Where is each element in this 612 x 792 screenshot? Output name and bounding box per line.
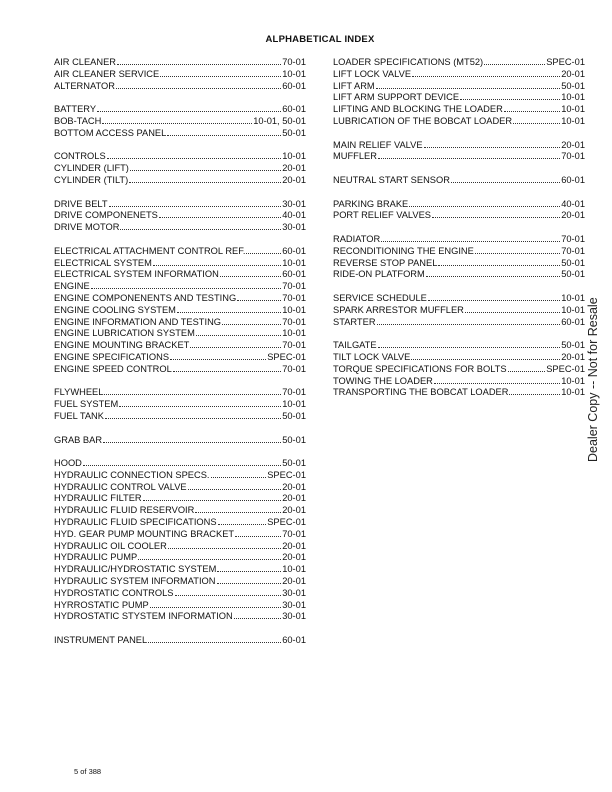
index-entry bbox=[54, 198, 306, 210]
index-entry-name: BOB-TACH bbox=[54, 115, 102, 126]
index-entry-page: 10-01 bbox=[282, 564, 306, 575]
index-entry-page: 60-01 bbox=[282, 104, 306, 115]
dot-leader bbox=[97, 103, 281, 112]
index-entry-name: TRANSPORTING THE BOBCAT LOADER bbox=[333, 387, 509, 398]
index-entry bbox=[333, 80, 585, 92]
dot-leader bbox=[120, 221, 281, 230]
index-entry-name: HYDRAULIC SYSTEM INFORMATION bbox=[54, 576, 216, 587]
index-entry-page: 70-01 bbox=[561, 151, 585, 162]
index-entry bbox=[54, 516, 306, 528]
index-entry-page: 20-01 bbox=[561, 210, 585, 221]
index-entry bbox=[54, 68, 306, 80]
index-entry bbox=[333, 174, 585, 186]
index-entry bbox=[54, 162, 306, 174]
dot-leader bbox=[175, 587, 282, 596]
index-entry bbox=[333, 386, 585, 398]
index-group-gap bbox=[333, 162, 585, 174]
index-entry-page: 60-01 bbox=[282, 635, 306, 646]
dot-leader bbox=[218, 516, 267, 525]
dot-leader bbox=[196, 327, 281, 336]
index-entry-name: AIR CLEANER bbox=[54, 57, 116, 67]
index-entry-name: TILT LOCK VALVE bbox=[333, 351, 411, 362]
index-entry bbox=[333, 150, 585, 162]
index-entry-page: SPEC-01 bbox=[267, 517, 306, 528]
index-entry-page: 50-01 bbox=[282, 434, 306, 445]
index-entry bbox=[54, 575, 306, 587]
index-entry-name: CYLINDER (TILT) bbox=[54, 174, 129, 185]
dot-leader bbox=[105, 410, 281, 419]
index-entry bbox=[333, 351, 585, 363]
index-entry-name: HYDRAULIC FLUID RESERVOIR bbox=[54, 505, 195, 516]
dot-leader bbox=[91, 280, 282, 289]
dot-leader bbox=[378, 150, 560, 159]
index-entry-name: HYDRAULIC CONTROL VALVE bbox=[54, 481, 187, 492]
index-entry-name: TORQUE SPECIFICATIONS FOR BOLTS bbox=[333, 363, 507, 374]
index-entry-page: 70-01 bbox=[282, 340, 306, 351]
index-entry-name: BATTERY bbox=[54, 104, 97, 115]
index-entry-name: LIFT ARM SUPPORT DEVICE bbox=[333, 92, 460, 103]
index-entry bbox=[54, 292, 306, 304]
index-entry-name: ENGINE SPECIFICATIONS bbox=[54, 351, 170, 362]
dot-leader bbox=[148, 634, 281, 643]
index-entry bbox=[54, 492, 306, 504]
index-entry-name: CONTROLS bbox=[54, 151, 106, 162]
index-entry-page: SPEC-01 bbox=[546, 57, 585, 67]
index-entry bbox=[54, 457, 306, 469]
index-entry-page: 10-01 bbox=[282, 399, 306, 410]
index-entry-name: BOTTOM ACCESS PANEL bbox=[54, 127, 167, 138]
index-entry-page: 60-01 bbox=[561, 174, 585, 185]
index-entry-name: ENGINE MOUNTING BRACKET bbox=[54, 340, 190, 351]
index-entry-page: 10-01 bbox=[282, 257, 306, 268]
index-entry-page: 50-01 bbox=[561, 80, 585, 91]
index-entry-name: RECONDITIONING THE ENGINE bbox=[333, 245, 474, 256]
index-group-gap bbox=[333, 327, 585, 339]
index-group-gap bbox=[54, 445, 306, 457]
index-entry-name: RADIATOR bbox=[333, 233, 381, 244]
index-entry-page: 20-01 bbox=[282, 174, 306, 185]
index-entry-page: 30-01 bbox=[282, 611, 306, 622]
index-entry-page: 60-01 bbox=[561, 316, 585, 327]
index-entry-name: PARKING BRAKE bbox=[333, 198, 409, 209]
index-entry bbox=[54, 398, 306, 410]
index-entry-name: HYDRAULIC CONNECTION SPECS. bbox=[54, 469, 210, 480]
index-entry-page: 20-01 bbox=[561, 351, 585, 362]
index-entry-name: ELECTRICAL SYSTEM bbox=[54, 257, 152, 268]
index-group-gap bbox=[54, 233, 306, 245]
dot-leader bbox=[378, 339, 561, 348]
dot-leader bbox=[484, 56, 545, 65]
dot-leader bbox=[188, 481, 282, 490]
index-entry bbox=[333, 375, 585, 387]
index-group-gap bbox=[333, 127, 585, 139]
dot-leader bbox=[167, 127, 281, 136]
dot-leader bbox=[409, 198, 560, 207]
index-entry bbox=[333, 139, 585, 151]
dot-leader bbox=[153, 257, 281, 266]
dot-leader bbox=[411, 351, 560, 360]
index-entry-page: 70-01 bbox=[282, 387, 306, 398]
index-entry bbox=[54, 80, 306, 92]
index-entry bbox=[54, 551, 306, 563]
index-entry bbox=[54, 481, 306, 493]
index-entry bbox=[333, 68, 585, 80]
index-entry-page: 20-01 bbox=[282, 163, 306, 174]
index-entry-name: FUEL SYSTEM bbox=[54, 399, 119, 410]
index-entry bbox=[54, 209, 306, 221]
dot-leader bbox=[377, 316, 561, 325]
dot-leader bbox=[475, 245, 560, 254]
dot-leader bbox=[138, 551, 281, 560]
index-entry-page: 20-01 bbox=[282, 493, 306, 504]
index-entry-name: TOWING THE LOADER bbox=[333, 375, 433, 386]
index-entry bbox=[54, 115, 306, 127]
index-entry-page: 70-01 bbox=[282, 363, 306, 374]
index-entry-name: ENGINE COMPONENENTS AND TESTING bbox=[54, 292, 237, 303]
index-entry-name: HYDROSTATIC CONTROLS bbox=[54, 587, 174, 598]
dot-leader bbox=[237, 292, 281, 301]
index-entry-name: ELECTRICAL ATTACHMENT CONTROL REF. bbox=[54, 245, 246, 256]
index-entry-page: 10-01 bbox=[561, 115, 585, 126]
dot-leader bbox=[130, 162, 281, 171]
index-entry-name: RIDE-ON PLATFORM bbox=[333, 269, 425, 280]
index-entry-page: 10-01 bbox=[282, 151, 306, 162]
index-entry-name: ALTERNATOR bbox=[54, 80, 115, 91]
index-entry-page: 60-01 bbox=[282, 80, 306, 91]
index-entry bbox=[54, 434, 306, 446]
dot-leader bbox=[465, 304, 560, 313]
index-column-right bbox=[333, 56, 585, 398]
index-entry-name: HYDRAULIC OIL COOLER bbox=[54, 540, 167, 551]
index-group-gap bbox=[54, 91, 306, 103]
dot-leader bbox=[426, 268, 560, 277]
dot-leader bbox=[434, 375, 560, 384]
index-entry-page: 60-01 bbox=[282, 269, 306, 280]
dot-leader bbox=[116, 80, 281, 89]
dot-leader bbox=[195, 504, 281, 513]
dot-leader bbox=[438, 257, 560, 266]
dot-leader bbox=[117, 56, 281, 65]
dot-leader bbox=[170, 351, 266, 360]
dot-leader bbox=[107, 150, 282, 159]
index-entry bbox=[54, 610, 306, 622]
index-entry-page: 60-01 bbox=[282, 245, 306, 256]
dot-leader bbox=[177, 304, 281, 313]
index-entry-name: LIFT LOCK VALVE bbox=[333, 68, 412, 79]
index-entry-page: 20-01 bbox=[561, 139, 585, 150]
index-group-gap bbox=[54, 422, 306, 434]
index-entry-name: ELECTRICAL SYSTEM INFORMATION bbox=[54, 269, 219, 280]
dot-leader bbox=[150, 599, 282, 608]
dot-leader bbox=[217, 575, 282, 584]
index-entry-page: 10-01 bbox=[561, 375, 585, 386]
index-entry-page: 10-01 bbox=[561, 292, 585, 303]
index-entry-page: 30-01 bbox=[282, 198, 306, 209]
index-entry-name: LIFTING AND BLOCKING THE LOADER bbox=[333, 104, 503, 115]
index-entry-name: HYDRAULIC/HYDROSTATIC SYSTEM bbox=[54, 564, 217, 575]
index-column-left bbox=[54, 56, 306, 646]
index-entry-name: DRIVE MOTOR bbox=[54, 222, 120, 233]
index-entry-name: GRAB BAR bbox=[54, 434, 103, 445]
index-entry bbox=[333, 257, 585, 269]
index-entry bbox=[333, 316, 585, 328]
index-entry-name: MUFFLER bbox=[333, 151, 377, 162]
dot-leader bbox=[234, 610, 282, 619]
index-entry-page: 10-01 bbox=[561, 387, 585, 398]
index-entry-page: 20-01 bbox=[282, 576, 306, 587]
dot-leader bbox=[159, 209, 281, 218]
dealer-copy-watermark: Dealer Copy -- Not for Resale bbox=[586, 297, 600, 462]
index-entry bbox=[54, 316, 306, 328]
index-entry-name: ENGINE LUBRICATION SYSTEM bbox=[54, 328, 195, 339]
index-entry bbox=[54, 599, 306, 611]
index-entry bbox=[333, 103, 585, 115]
index-entry bbox=[54, 103, 306, 115]
index-entry-name: HYDROSTATIC STYSTEM INFORMATION bbox=[54, 611, 233, 622]
index-entry-name: REVERSE STOP PANEL bbox=[333, 257, 438, 268]
dot-leader bbox=[102, 115, 252, 124]
index-entry bbox=[54, 386, 306, 398]
index-group-gap bbox=[333, 186, 585, 198]
dot-leader bbox=[83, 457, 281, 466]
index-entry bbox=[333, 115, 585, 127]
index-entry bbox=[54, 351, 306, 363]
index-entry-name: LOADER SPECIFICATIONS (MT52) bbox=[333, 57, 484, 67]
index-entry bbox=[54, 268, 306, 280]
index-entry-page: 10-01 bbox=[282, 304, 306, 315]
index-entry bbox=[54, 528, 306, 540]
index-entry-name: AIR CLEANER SERVICE bbox=[54, 68, 160, 79]
index-entry bbox=[54, 504, 306, 516]
index-entry-page: 70-01 bbox=[561, 233, 585, 244]
index-entry-name: HYDRAULIC FLUID SPECIFICATIONS bbox=[54, 517, 217, 528]
index-entry bbox=[54, 221, 306, 233]
index-entry-name: NEUTRAL START SENSOR bbox=[333, 174, 450, 185]
index-entry-page: 40-01 bbox=[561, 198, 585, 209]
index-entry bbox=[54, 563, 306, 575]
index-entry bbox=[54, 127, 306, 139]
dot-leader bbox=[143, 492, 282, 501]
dot-leader bbox=[381, 233, 560, 242]
index-entry bbox=[54, 280, 306, 292]
dot-leader bbox=[460, 91, 560, 100]
dot-leader bbox=[412, 68, 560, 77]
index-group-gap bbox=[333, 221, 585, 233]
index-entry-page: 50-01 bbox=[282, 458, 306, 469]
index-entry-name: SERVICE SCHEDULE bbox=[333, 292, 427, 303]
index-entry-page: 70-01 bbox=[561, 245, 585, 256]
dot-leader bbox=[376, 80, 561, 89]
dot-leader bbox=[103, 434, 281, 443]
index-entry bbox=[54, 56, 306, 68]
index-entry-name: TAILGATE bbox=[333, 340, 377, 351]
dot-leader bbox=[222, 316, 281, 325]
index-entry-name: HYDRAULIC FILTER bbox=[54, 493, 142, 504]
index-entry-page: 20-01 bbox=[282, 505, 306, 516]
index-entry-name: ENGINE COOLING SYSTEM bbox=[54, 304, 176, 315]
dot-leader bbox=[190, 339, 281, 348]
index-entry-name: STARTER bbox=[333, 316, 376, 327]
index-entry-name: ENGINE bbox=[54, 281, 90, 292]
index-entry-page: 50-01 bbox=[561, 269, 585, 280]
index-entry bbox=[333, 209, 585, 221]
index-entry-page: 30-01 bbox=[282, 587, 306, 598]
dot-leader bbox=[508, 363, 546, 372]
index-entry-page: 70-01 bbox=[282, 292, 306, 303]
dot-leader bbox=[220, 268, 281, 277]
index-entry-page: 10-01 bbox=[282, 68, 306, 79]
dot-leader bbox=[109, 198, 282, 207]
index-entry bbox=[333, 268, 585, 280]
index-entry bbox=[54, 174, 306, 186]
index-entry-name: LIFT ARM bbox=[333, 80, 375, 91]
index-entry-page: 50-01 bbox=[561, 257, 585, 268]
index-entry bbox=[54, 304, 306, 316]
dot-leader bbox=[432, 209, 560, 218]
dot-leader bbox=[217, 563, 281, 572]
index-entry bbox=[54, 587, 306, 599]
index-entry-page: SPEC-01 bbox=[546, 363, 585, 374]
index-entry-page: 20-01 bbox=[282, 481, 306, 492]
index-entry-name: HYRROSTATIC PUMP bbox=[54, 599, 149, 610]
dot-leader bbox=[424, 139, 561, 148]
index-entry-page: 50-01 bbox=[282, 410, 306, 421]
index-entry bbox=[54, 150, 306, 162]
dot-leader bbox=[428, 292, 560, 301]
index-entry-page: 10-01 bbox=[282, 328, 306, 339]
dot-leader bbox=[104, 386, 281, 395]
index-entry bbox=[54, 339, 306, 351]
dot-leader bbox=[129, 174, 281, 183]
index-entry bbox=[54, 410, 306, 422]
index-entry bbox=[333, 91, 585, 103]
index-entry-page: 20-01 bbox=[282, 552, 306, 563]
index-entry bbox=[54, 634, 306, 646]
page-number: 5 of 388 bbox=[74, 767, 102, 776]
index-entry bbox=[54, 540, 306, 552]
index-entry bbox=[333, 292, 585, 304]
index-entry bbox=[54, 363, 306, 375]
index-entry-page: 10-01 bbox=[561, 104, 585, 115]
index-entry-name: FLYWHEEL bbox=[54, 387, 104, 398]
dot-leader bbox=[119, 398, 281, 407]
index-entry-page: 50-01 bbox=[561, 340, 585, 351]
index-entry-page: SPEC-01 bbox=[267, 469, 306, 480]
dot-leader bbox=[513, 115, 560, 124]
page-title: ALPHABETICAL INDEX bbox=[265, 34, 375, 45]
index-entry bbox=[333, 198, 585, 210]
index-group-gap bbox=[54, 186, 306, 198]
dot-leader bbox=[173, 363, 281, 372]
index-entry-page: 30-01 bbox=[282, 599, 306, 610]
index-entry bbox=[54, 245, 306, 257]
index-entry-page: 70-01 bbox=[282, 528, 306, 539]
index-entry-name: INSTRUMENT PANEL bbox=[54, 635, 148, 646]
index-entry-name: ENGINE SPEED CONTROL bbox=[54, 363, 172, 374]
index-entry-page: 10-01 bbox=[561, 92, 585, 103]
index-entry bbox=[333, 245, 585, 257]
index-entry-page: 70-01 bbox=[282, 57, 306, 67]
dot-leader bbox=[451, 174, 560, 183]
dot-leader bbox=[168, 540, 281, 549]
index-entry bbox=[333, 339, 585, 351]
index-entry bbox=[333, 363, 585, 375]
dot-leader bbox=[235, 528, 281, 537]
index-group-gap bbox=[54, 375, 306, 387]
dot-leader bbox=[504, 103, 560, 112]
index-entry-page: 40-01 bbox=[282, 210, 306, 221]
index-entry-page: 70-01 bbox=[282, 316, 306, 327]
watermark-region bbox=[586, 297, 602, 462]
index-group-gap bbox=[333, 280, 585, 292]
index-entry-name: HYD. GEAR PUMP MOUNTING BRACKET bbox=[54, 528, 235, 539]
index-group-gap bbox=[54, 622, 306, 634]
dot-leader bbox=[160, 68, 281, 77]
index-entry-name: PORT RELIEF VALVES bbox=[333, 210, 431, 221]
index-entry-page: 20-01 bbox=[561, 68, 585, 79]
dot-leader bbox=[509, 386, 560, 395]
index-entry-name: HOOD bbox=[54, 458, 82, 469]
index-entry-name: DRIVE COMPONENETS bbox=[54, 210, 158, 221]
index-entry-name: HYDRAULIC PUMP bbox=[54, 552, 138, 563]
index-entry bbox=[333, 304, 585, 316]
index-group-gap bbox=[54, 139, 306, 151]
index-entry bbox=[54, 469, 306, 481]
index-entry bbox=[54, 327, 306, 339]
index-entry-page: 50-01 bbox=[282, 127, 306, 138]
index-entry-page: 30-01 bbox=[282, 222, 306, 233]
index-entry-name: MAIN RELIEF VALVE bbox=[333, 139, 423, 150]
index-entry-name: ENGINE INFORMATION AND TESTING bbox=[54, 316, 222, 327]
index-entry-name: DRIVE BELT bbox=[54, 198, 108, 209]
dot-leader bbox=[211, 469, 267, 478]
index-entry-name: SPARK ARRESTOR MUFFLER bbox=[333, 304, 464, 315]
index-entry-page: 10-01, 50-01 bbox=[253, 115, 306, 126]
index-entry-page: 10-01 bbox=[561, 304, 585, 315]
index-entry bbox=[54, 257, 306, 269]
index-entry-page: SPEC-01 bbox=[267, 351, 306, 362]
index-entry bbox=[333, 233, 585, 245]
index-entry-page: 20-01 bbox=[282, 540, 306, 551]
index-entry bbox=[333, 56, 585, 68]
index-entry-name: CYLINDER (LIFT) bbox=[54, 163, 129, 174]
index-entry-page: 70-01 bbox=[282, 281, 306, 292]
index-entry-name: FUEL TANK bbox=[54, 410, 104, 421]
index-entry-name: LUBRICATION OF THE BOBCAT LOADER bbox=[333, 115, 513, 126]
dot-leader bbox=[246, 245, 281, 254]
